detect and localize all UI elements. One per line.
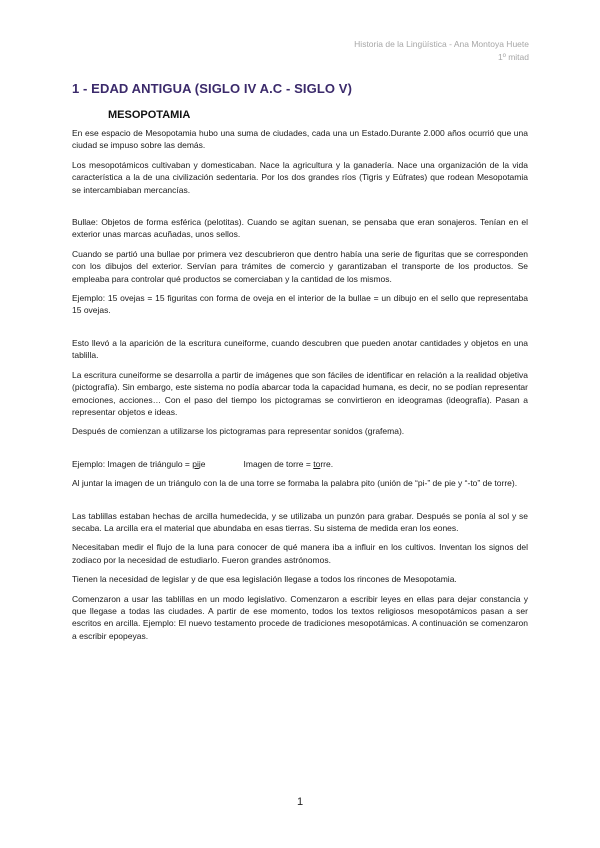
syllable-to: to [313,458,321,469]
paragraph-4: Cuando se partió una bullae por primera vez descubrieron que dentro había una serie de figuritas que se corresponden con los dibujos del exterior. Servían para trámites de comercio y garantizaban el transporte de los productos. Se empleaba para controlar qué productos se comerciaban y la cantidad de los mismos. [72,248,528,284]
paragraph-12: Necesitaban medir el flujo de la luna para conocer de qué manera iba a influir en los cultivos. Inventan los signos del zodiaco por la necesidad de estudiarlo. Fueron grandes astrónomos. [72,542,528,565]
paragraph-2: Los mesopotámicos cultivaban y domesticaban. Nace la agricultura y la ganadería. Nace una organización de la vida característica a la de una civilización sedentaria. Por los dos grandes ríos (Tigris y Eúfrates) que rodean Mesopotamia se intercambiaban mercancías. [72,159,528,195]
paragraph-3: Bullae: Objetos de forma esférica (pelotitas). Cuando se agitan suenan, se pensaba que eran sonajeros. Tenían en el exterior unas marcas acuñadas, unos sellos. [72,217,528,240]
paragraph-11: Las tablillas estaban hechas de arcilla humedecida, y se utilizaba un punzón para grabar. Después se ponía al sol y se secaba. La arcilla era el material que abundaba en esas tierras. Su sistema de medida eran los eones. [72,510,528,533]
paragraph-5: Ejemplo: 15 ovejas = 15 figuritas con forma de oveja en el interior de la bullae = un dibujo en el sello que representaba 15 ovejas. [72,293,528,316]
syllable-je: je [198,458,206,469]
paragraph-14: Comenzaron a usar las tablillas en un modo legislativo. Comenzaron a escribir leyes en ellas para dejar constancia y que llegase a todas las ciudades. A partir de ese momento, todos los textos religiosos mesopotámicos pasan a ser escritos en arcilla. Ejemplo: El nuevo testamento procede de tradiciones mesopotámicas. A continuación se comenzaron a escribir epopeyas. [72,593,528,641]
body-text [72,127,528,642]
paragraph-8: Después de comienzan a utilizarse los pictogramas para representar sonidos (grafema). [72,426,405,437]
paragraph-9 [72,458,528,470]
paragraph-10: Al juntar la imagen de un triángulo con la de una torre se formaba la palabra pito (unión de “pi-” de pie y “-to” de torre). [72,478,518,489]
running-header [269,38,529,64]
header-line-1: Historia de la Lingüística - Ana Montoya Huete [354,39,529,49]
example-tower: Imagen de torre = [243,458,314,469]
subsection-title: MESOPOTAMIA [108,109,191,121]
paragraph-7: La escritura cuneiforme se desarrolla a partir de imágenes que son fáciles de identificar en relación a la realidad objetiva (pictografía). Sin embargo, este sistema no podía abarcar toda la capacidad humana, es decir, no se podían representar emociones, acciones… Con el paso del tiempo los pictogramas se convirtieron en ideogramas (ideografía). Pasan a representar objetos e ideas. [72,369,528,417]
syllable-pi: pi [192,458,199,469]
syllable-rre: rre. [320,458,334,469]
paragraph-1: En ese espacio de Mesopotamia hubo una suma de ciudades, cada una un Estado.Durante 2.000 años ocurrió que una ciudad se impuso sobre las demás. [72,128,528,151]
paragraph-6: Esto llevó a la aparición de la escritura cuneiforme, cuando descubren que pueden anotar cantidades y objetos en una tablilla. [72,337,528,361]
example-triangle: Ejemplo: Imagen de triángulo = [72,458,193,469]
header-line-2: 1º mitad [498,52,529,62]
paragraph-13: Tienen la necesidad de legislar y de que esa legislación llegase a todos los rincones de Mesopotamia. [72,574,457,585]
page-number: 1 [296,796,304,808]
section-title: 1 - EDAD ANTIGUA (SIGLO IV A.C - SIGLO V) [72,81,352,96]
